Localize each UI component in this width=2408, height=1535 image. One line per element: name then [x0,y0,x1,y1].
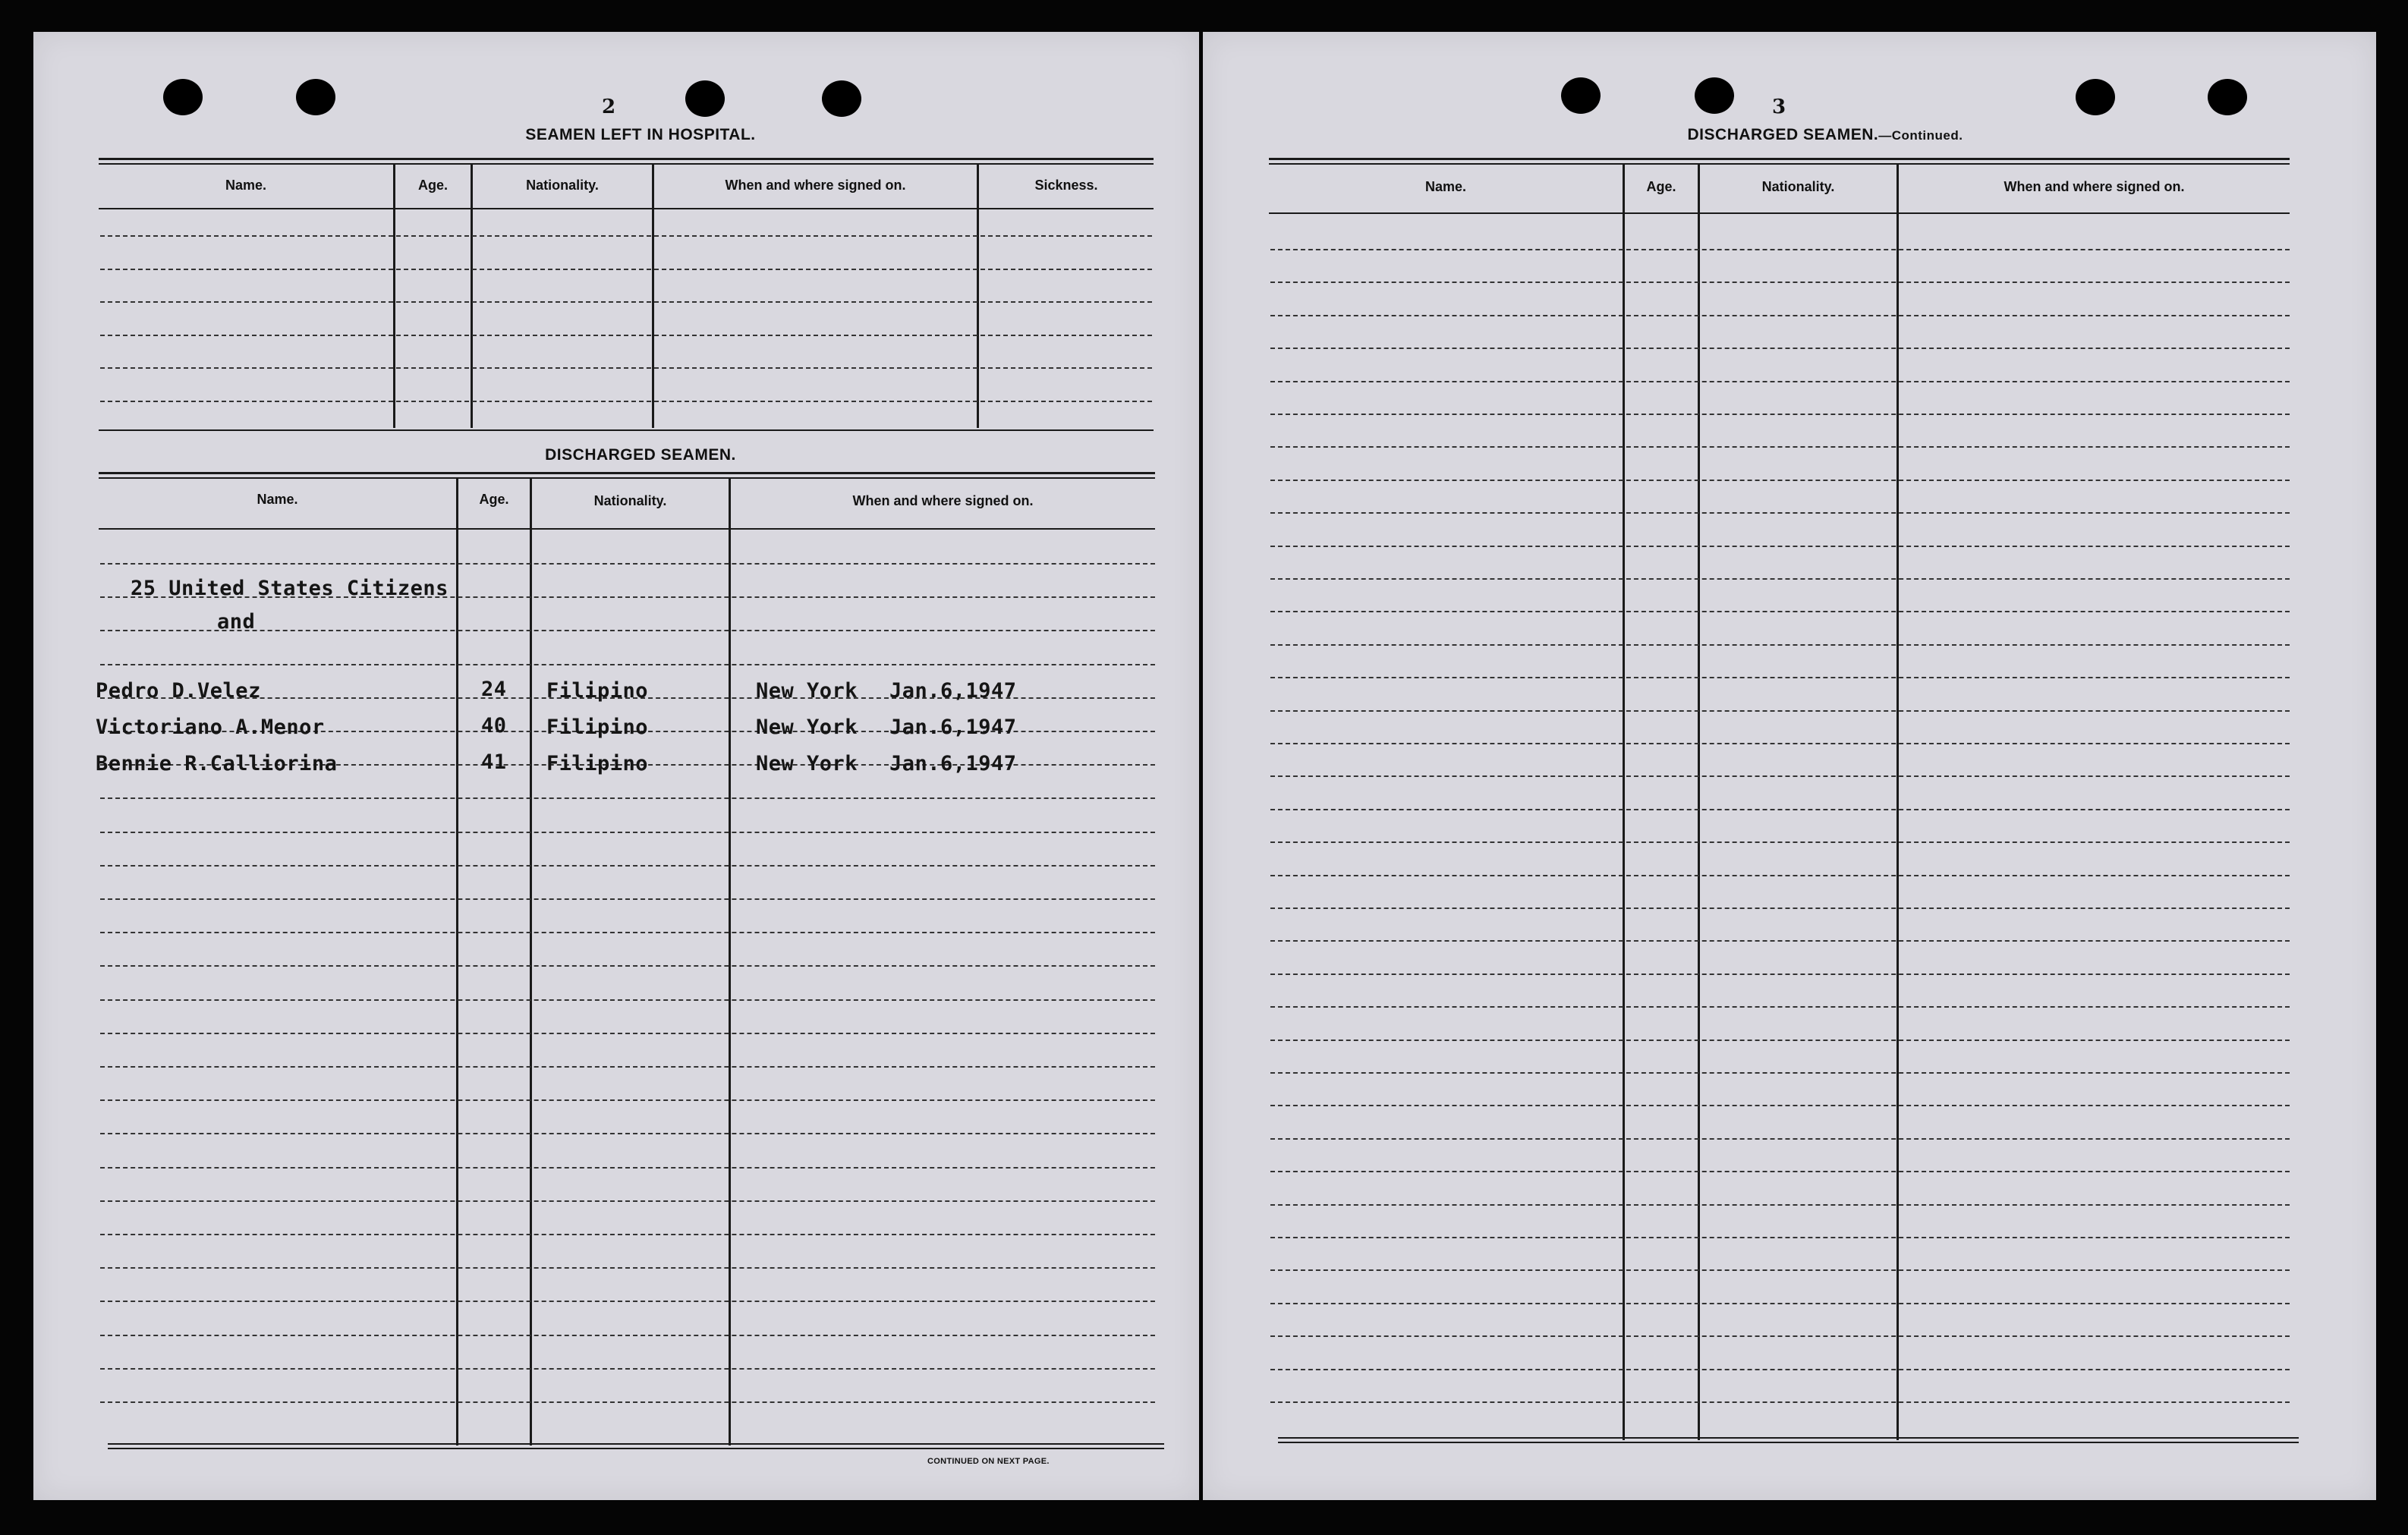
ruled-line [100,1066,1155,1068]
ruled-line [100,1200,1155,1202]
seaman-name: Bennie R.Calliorina [96,752,338,775]
ruled-line [1270,414,2290,415]
ruled-line [1270,1269,2290,1271]
discharged-col-when-where: When and where signed on. [852,493,1034,508]
ruled-line [1270,611,2290,612]
discharged-header-rule [99,528,1155,530]
ruled-line [1270,875,2290,876]
discharged-col-age: Age. [479,492,509,507]
hospital-col-nationality: Nationality. [526,178,599,193]
right-col-nationality: Nationality. [1761,179,1835,194]
signed-on-date: Jan.6,1947 [889,679,1017,703]
ruled-line [1270,1040,2290,1041]
hospital-col-sickness: Sickness. [1034,178,1098,193]
ruled-line [100,1301,1155,1302]
right-top-rule [1269,158,2290,160]
seaman-age: 41 [481,750,507,774]
ruled-line [1270,249,2290,250]
ruled-line [1270,446,2290,448]
page-number: 3 [1772,96,1786,118]
title-main: DISCHARGED SEAMEN. [1687,126,1879,143]
ruled-line [100,797,1155,799]
title-continued: —Continued. [1878,128,1963,143]
ruled-line [1270,743,2290,744]
seaman-age: 24 [481,678,507,701]
ruled-line [1270,775,2290,777]
right-bottom-rule [1278,1437,2299,1439]
ruled-line [1270,1105,2290,1106]
ruled-line [1270,1237,2290,1238]
ruled-line [1270,974,2290,975]
ruled-line [100,865,1155,867]
right-col-divider [1698,164,1700,1440]
ruled-line [100,898,1155,900]
ruled-line [1270,480,2290,481]
hospital-col-divider [393,164,395,428]
ruled-line [1270,578,2290,580]
ruled-line [1270,1401,2290,1403]
seaman-name: Pedro D.Velez [96,679,261,703]
intro-line-2: and [217,610,256,634]
hospital-bottom-rule [99,429,1154,431]
ruled-line [100,965,1155,967]
hospital-col-when-where: When and where signed on. [725,178,906,193]
punch-hole [1561,77,1601,114]
seaman-nationality: Filipino [546,679,649,703]
left-page [33,32,1199,1500]
right-page [1203,32,2376,1500]
right-bottom-rule-2 [1278,1442,2299,1443]
hospital-col-divider [652,164,654,428]
continued-note: CONTINUED ON NEXT PAGE. [927,1457,1050,1466]
ruled-line [1270,282,2290,283]
punch-hole [163,79,203,115]
ruled-line [100,1401,1155,1403]
ruled-line [1270,710,2290,712]
discharged-col-nationality: Nationality. [593,493,667,508]
ruled-line [1270,546,2290,547]
ruled-line [1270,1335,2290,1337]
seaman-nationality: Filipino [546,716,649,739]
ruled-line [100,1167,1155,1169]
signed-on-date: Jan.6,1947 [889,716,1017,739]
ruled-line [1270,841,2290,843]
hospital-top-rule [99,158,1154,160]
ruled-line [1270,348,2290,349]
punch-hole [2208,79,2247,115]
right-col-divider [1623,164,1625,1440]
ruled-line [100,367,1152,369]
signed-on-date: Jan.6,1947 [889,752,1017,775]
discharged-bottom-rule-2 [108,1448,1164,1449]
ruled-line [1270,1369,2290,1370]
punch-hole [2076,79,2115,115]
punch-hole [296,79,335,115]
signed-on-place: New York [756,752,858,775]
ruled-line [1270,512,2290,514]
signed-on-place: New York [756,679,858,703]
ruled-line [1270,1072,2290,1074]
ruled-line [100,664,1155,665]
punch-hole [685,80,725,117]
ruled-line [100,1335,1155,1336]
discharged-top-rule-2 [99,477,1155,479]
signed-on-place: New York [756,716,858,739]
ruled-line [1270,907,2290,909]
ruled-line [100,301,1152,303]
right-header-rule [1269,212,2290,214]
ruled-line [1270,1006,2290,1008]
hospital-col-name: Name. [225,178,267,193]
discharged-bottom-rule [108,1443,1164,1445]
seaman-nationality: Filipino [546,752,649,775]
seaman-name: Victoriano A.Menor [96,716,325,739]
ruled-line [1270,677,2290,678]
punch-hole [822,80,861,117]
discharged-top-rule [99,472,1155,474]
right-col-divider [1896,164,1899,1440]
hospital-col-divider [977,164,979,428]
ruled-line [100,832,1155,833]
hospital-col-age: Age. [417,178,448,193]
ruled-line [1270,315,2290,316]
ruled-line [1270,1138,2290,1140]
ruled-line [100,1033,1155,1034]
ruled-line [1270,644,2290,646]
intro-line-1: 25 United States Citizens [131,577,449,600]
ruled-line [100,235,1152,237]
ruled-line [1270,1171,2290,1172]
ruled-line [100,269,1152,270]
ruled-line [100,1368,1155,1370]
ruled-line [100,1267,1155,1269]
right-col-age: Age. [1646,179,1676,194]
right-top-rule-2 [1269,163,2290,165]
discharged-continued-title [1522,126,2129,144]
hospital-section-title: SEAMEN LEFT IN HOSPITAL. [525,126,756,143]
right-col-name: Name. [1424,179,1467,194]
hospital-top-rule-2 [99,163,1154,165]
ruled-line [100,1099,1155,1101]
seaman-age: 40 [481,714,507,738]
hospital-col-divider [471,164,473,428]
ruled-line [1270,1204,2290,1206]
hospital-header-rule [99,208,1154,209]
ruled-line [1270,940,2290,942]
right-col-when-where: When and where signed on. [2004,179,2185,194]
ruled-line [100,1234,1155,1235]
ruled-line [100,932,1155,933]
ruled-line [100,401,1152,402]
ruled-line [100,630,1155,631]
ruled-line [100,1133,1155,1134]
ruled-line [1270,381,2290,382]
ruled-line [1270,1303,2290,1304]
punch-hole [1695,77,1734,114]
ruled-line [100,563,1155,565]
ruled-line [100,999,1155,1001]
ruled-line [1270,809,2290,810]
page-number: 2 [602,96,616,118]
discharged-col-name: Name. [257,492,298,507]
discharged-section-title: DISCHARGED SEAMEN. [545,446,736,464]
ruled-line [100,335,1152,336]
